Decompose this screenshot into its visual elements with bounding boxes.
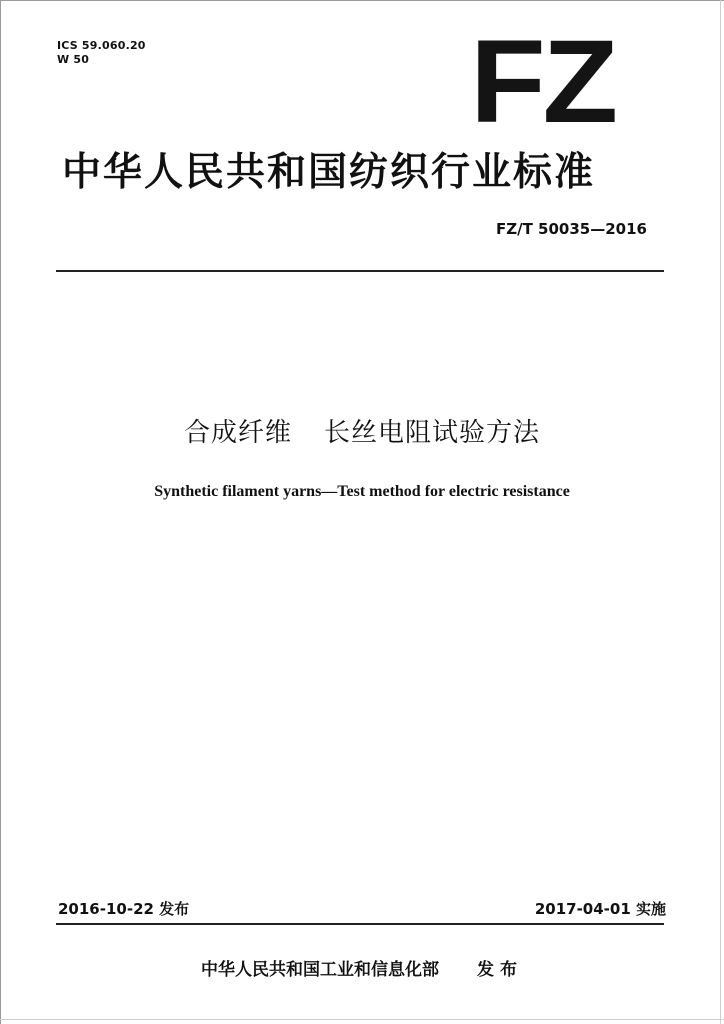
page-border-left — [0, 0, 1, 1024]
document-title-english: Synthetic filament yarns—Test method for electric resistance — [154, 483, 570, 500]
ccs-code: W 50 — [57, 53, 90, 66]
implementation-date: 2017-04-01 实施 — [534, 900, 666, 918]
document-title-zh-part1: 合成纤维 — [183, 418, 292, 448]
fz-logo: FZ — [470, 16, 616, 148]
document-title-zh-part2: 长丝电阻试验方法 — [324, 418, 541, 448]
publisher-name: 中华人民共和国工业和信息化部 — [201, 960, 439, 980]
page-border-right — [720, 0, 721, 1024]
publisher-line — [0, 957, 724, 983]
page-border-top — [0, 0, 724, 1]
page-border-bottom — [0, 1019, 724, 1020]
footer-divider — [56, 923, 664, 925]
ics-code: ICS 59.060.20 — [57, 39, 146, 52]
document-title-chinese — [0, 413, 724, 453]
classification-codes — [57, 39, 146, 67]
issue-date: 2016-10-22 发布 — [58, 900, 190, 918]
standard-category-title: 中华人民共和国纺织行业标准 — [62, 150, 596, 195]
header-divider — [56, 270, 664, 272]
standard-number: FZ/T 50035—2016 — [496, 220, 647, 238]
publisher-action: 发布 — [477, 960, 523, 980]
